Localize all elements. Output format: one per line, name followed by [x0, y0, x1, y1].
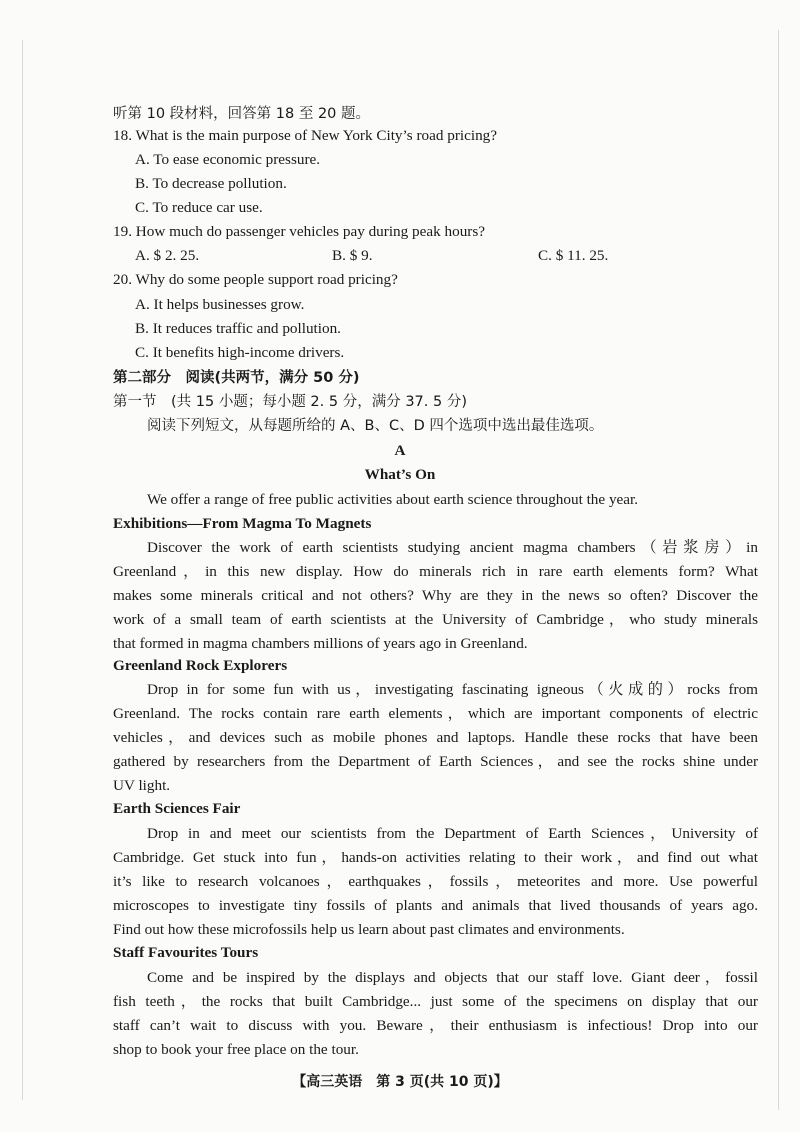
explorers-line-4: gathered by researchers from the Department of Earth Sciences，and see the rocks shine under	[113, 753, 758, 770]
question-18-option-a: A. To ease economic pressure.	[135, 151, 321, 168]
scan-edge-right	[778, 30, 779, 1110]
exhibitions-line-1: Discover the work of earth scientists studying ancient magma chambers（岩浆房）in	[147, 539, 758, 556]
question-20-option-c: C. It benefits high-income drivers.	[135, 344, 345, 361]
question-19-stem: 19. How much do passenger vehicles pay during peak hours?	[113, 223, 485, 240]
fair-line-2: Cambridge. Get stuck into fun，hands-on activities relating to their work，and find out what	[113, 849, 758, 866]
passage-title: What’s On	[364, 466, 436, 483]
explorers-heading: Greenland Rock Explorers	[113, 657, 288, 674]
exhibitions-line-4: work of a small team of earth scientists at the University of Cambridge，who study minerals	[113, 611, 758, 628]
listening-intro: 听第 10 段材料，回答第 18 至 20 题。	[113, 106, 371, 122]
question-18-option-b: B. To decrease pollution.	[135, 175, 287, 192]
tours-line-4: shop to book your free place on the tour.	[113, 1041, 359, 1058]
explorers-line-1: Drop in for some fun with us，investigating fascinating igneous（火成的）rocks from	[147, 681, 758, 698]
question-20-stem: 20. Why do some people support road pricing?	[113, 271, 398, 288]
explorers-line-3: vehicles，and devices such as mobile phones and laptops. Handle these rocks that have been	[113, 729, 758, 746]
part-two-heading: 第二部分 阅读(共两节，满分 50 分)	[113, 370, 360, 386]
question-18-stem: 18. What is the main purpose of New York City’s road pricing?	[113, 127, 497, 144]
fair-line-5: Find out how these microfossils help us learn about past climates and environments.	[113, 921, 625, 938]
question-19-option-c: C. $ 11. 25.	[538, 247, 609, 264]
fair-line-1: Drop in and meet our scientists from the Department of Earth Sciences，University of	[147, 825, 758, 842]
exhibitions-heading: Exhibitions—From Magma To Magnets	[113, 515, 372, 532]
question-20-option-a: A. It helps businesses grow.	[135, 296, 305, 313]
explorers-line-2: Greenland. The rocks contain rare earth elements，which are important components of electric	[113, 705, 758, 722]
tours-heading: Staff Favourites Tours	[113, 944, 259, 961]
passage-intro: We offer a range of free public activities about earth science throughout the year.	[147, 491, 639, 508]
tours-line-1: Come and be inspired by the displays and objects that our staff love. Giant deer，fossil	[147, 969, 758, 986]
question-20-option-b: B. It reduces traffic and pollution.	[135, 320, 341, 337]
question-19-option-b: B. $ 9.	[332, 247, 373, 264]
section-one-heading: 第一节 (共 15 小题；每小题 2. 5 分，满分 37. 5 分)	[113, 394, 467, 410]
exhibitions-line-3: makes some minerals critical and not others? Why are they in the news so often? Discover the	[113, 587, 758, 604]
tours-line-3: staff can’t wait to discuss with you. Beware，their enthusiasm is infectious! Drop into our	[113, 1017, 758, 1034]
scan-edge-left	[22, 40, 23, 1100]
fair-heading: Earth Sciences Fair	[113, 800, 241, 817]
question-19-option-a: A. $ 2. 25.	[135, 247, 200, 264]
page-footer: 【高三英语 第 3 页(共 10 页)】	[292, 1074, 508, 1090]
question-18-option-c: C. To reduce car use.	[135, 199, 263, 216]
explorers-line-5: UV light.	[113, 777, 171, 794]
reading-instruction: 阅读下列短文，从每题所给的 A、B、C、D 四个选项中选出最佳选项。	[147, 418, 604, 434]
tours-line-2: fish teeth，the rocks that built Cambridge... just some of the specimens on display that our	[113, 993, 758, 1010]
fair-line-3: it’s like to research volcanoes，earthquakes，fossils，meteorites and more. Use powerful	[113, 873, 758, 890]
exhibitions-line-5: that formed in magma chambers millions of years ago in Greenland.	[113, 635, 528, 652]
passage-letter: A	[394, 442, 406, 459]
fair-line-4: microscopes to investigate tiny fossils of plants and animals that lived thousands of years ago.	[113, 897, 758, 914]
exhibitions-line-2: Greenland，in this new display. How do minerals rich in rare earth elements form? What	[113, 563, 758, 580]
